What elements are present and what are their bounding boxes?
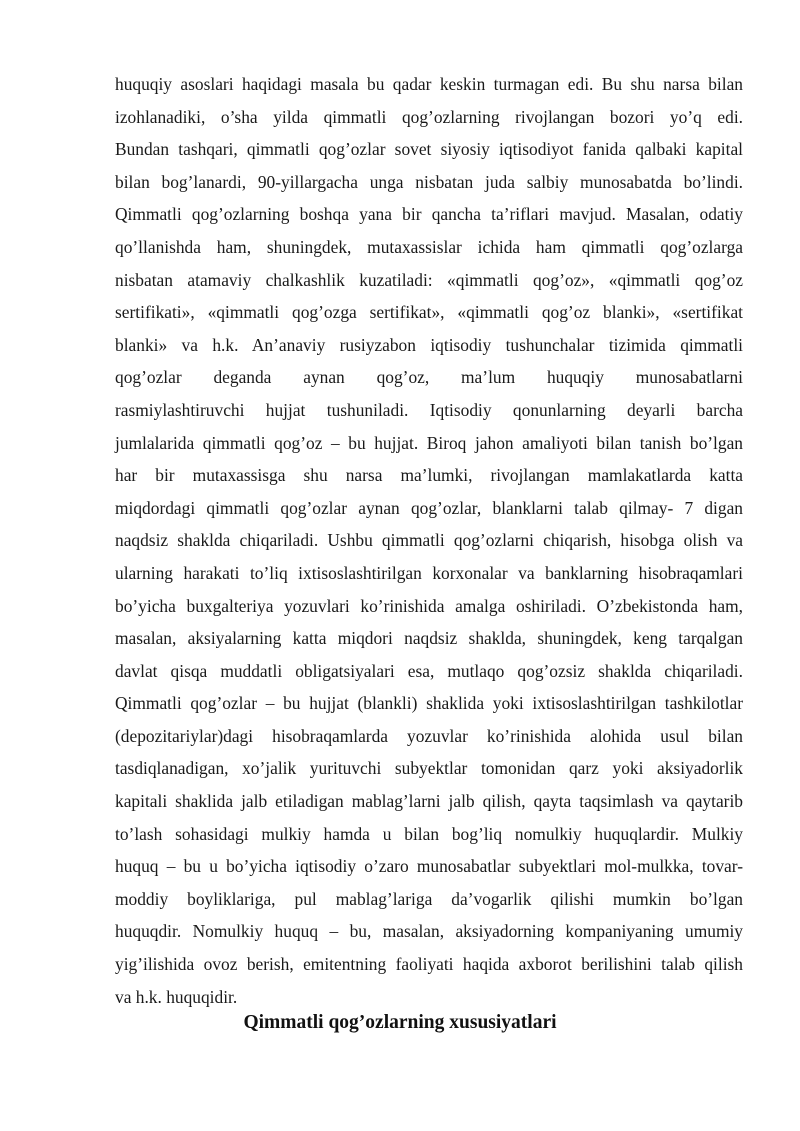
paragraph-line: miqdordagi qimmatli qog’ozlar aynan qog’ozlar, blanklarni talab qilmay- 7 digan [115,497,743,518]
paragraph-line: tasdiqlanadigan, xo’jalik yurituvchi subyektlar tomonidan qarz yoki aksiyadorlik [115,758,743,779]
paragraph-line: naqdsiz shaklda chiqariladi. Ushbu qimmatli qog’ozlarni chiqarish, hisobga olish va [115,530,743,551]
paragraph-line: har bir mutaxassisga shu narsa ma’lumki, rivojlangan mamlakatlarda katta [115,465,743,486]
section-heading: Qimmatli qog’ozlarning xususiyatlari [243,1012,557,1033]
paragraph-line: huquqiy asoslari haqidagi masala bu qadar keskin turmagan edi. Bu shu narsa bilan [115,74,743,94]
paragraph-line: va h.k. huquqidir. [115,986,238,1007]
paragraph-line: moddiy boyliklariga, pul mablag’lariga da’vogarlik qilishi mumkin bo’lgan [115,888,743,909]
paragraph-line: masalan, aksiyalarning katta miqdori naqdsiz shaklda, shuningdek, keng tarqalgan [115,628,743,649]
paragraph-line: Bundan tashqari, qimmatli qog’ozlar sovet siyosiy iqtisodiyot fanida qalbaki kapital [115,139,743,160]
paragraph-line: izohlanadiki, o’sha yilda qimmatli qog’ozlarning rivojlangan bozori yo’q edi. [115,106,743,127]
paragraph-line: kapitali shaklida jalb etiladigan mablag’larni jalb qilish, qayta taqsimlash va qaytarib [115,791,743,812]
paragraph-line: qog’ozlar deganda aynan qog’oz, ma’lum huquqiy munosabatlarni [115,367,743,388]
paragraph-line: ularning harakati to’liq ixtisoslashtirilgan korxonalar va banklarning hisobraqamlari [115,562,743,583]
paragraph-line: bo’yicha buxgalteriya yozuvlari ko’rinishida amalga oshiriladi. O’zbekistonda ham, [115,595,743,616]
main-paragraph [115,68,743,1013]
paragraph-line: bilan bog’lanardi, 90-yillargacha unga nisbatan juda salbiy munosabatda bo’lindi. [115,171,743,192]
paragraph-line: to’lash sohasidagi mulkiy hamda u bilan bog’liq nomulkiy huquqlardir. Mulkiy [115,823,743,844]
paragraph-line: blanki» va h.k. An’anaviy rusiyzabon iqtisodiy tushunchalar tizimida qimmatli [115,334,743,355]
paragraph-line: Qimmatli qog’ozlar – bu hujjat (blankli) shaklida yoki ixtisoslashtirilgan tashkilotlar [115,693,743,714]
paragraph-line: davlat qisqa muddatli obligatsiyalari esa, mutlaqo qog’ozsiz shaklda chiqariladi. [115,660,743,681]
paragraph-line: jumlalarida qimmatli qog’oz – bu hujjat. Biroq jahon amaliyoti bilan tanish bo’lgan [115,432,743,453]
paragraph-line: qo’llanishda ham, shuningdek, mutaxassislar ichida ham qimmatli qog’ozlarga [115,236,743,257]
paragraph-line: yig’ilishida ovoz berish, emitentning faoliyati haqida axborot berilishini talab qilish [115,954,743,975]
paragraph-line: huquq – bu u bo’yicha iqtisodiy o’zaro munosabatlar subyektlari mol-mulkka, tovar- [115,856,743,877]
paragraph-line: Qimmatli qog’ozlarning boshqa yana bir qancha ta’riflari mavjud. Masalan, odatiy [115,204,743,225]
paragraph-line: nisbatan atamaviy chalkashlik kuzatiladi: «qimmatli qog’oz», «qimmatli qog’oz [115,269,743,290]
paragraph-line: (depozitariylar)dagi hisobraqamlarda yozuvlar ko’rinishida alohida usul bilan [115,725,743,746]
paragraph-line: rasmiylashtiruvchi hujjat tushuniladi. Iqtisodiy qonunlarning deyarli barcha [115,399,743,420]
document-body [115,68,743,1013]
paragraph-line: huquqdir. Nomulkiy huquq – bu, masalan, aksiyadorning kompaniyaning umumiy [115,921,743,942]
paragraph-line: sertifikati», «qimmatli qog’ozga sertifikat», «qimmatli qog’oz blanki», «sertifikat [115,302,743,323]
